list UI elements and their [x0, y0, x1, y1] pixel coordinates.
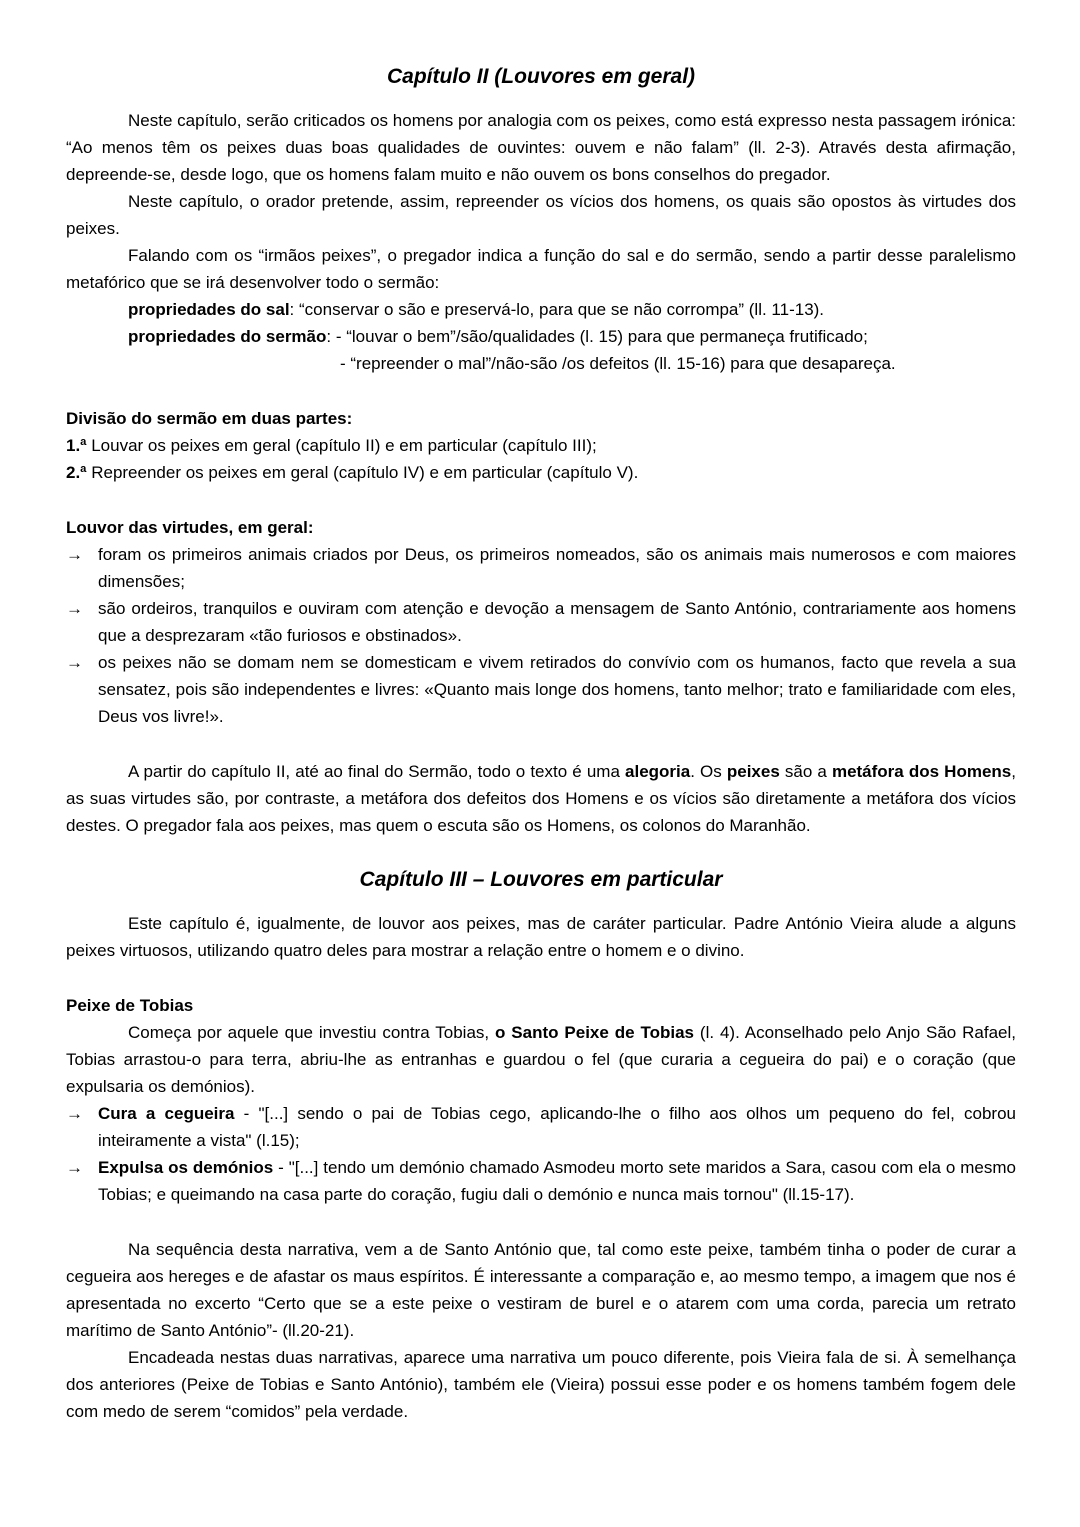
division-heading: Divisão do sermão em duas partes: [66, 409, 353, 428]
ch3-paragraph-3: Encadeada nestas duas narrativas, aparece uma narrativa um pouco diferente, pois Vieira fala de si. À semelhança dos anteriores (Peixe de Tobias e Santo António), também ele (Vieira) possui esse poder e os homens também fogem dele com medo de serem “comidos” pela verdade. [66, 1348, 1016, 1421]
virtue-list-item-1 [66, 541, 1016, 595]
tobias-point-cure [66, 1100, 1016, 1154]
arrow-icon: → [66, 653, 83, 672]
arrow-icon: → [66, 599, 83, 618]
salt-properties-line: propriedades do sal: “conservar o são e preservá-lo, para que se não corrompa” (ll. 11-13). [128, 300, 825, 319]
virtue-text-1: foram os primeiros animais criados por Deus, os primeiros nomeados, são os animais mais numerosos e com maiores dimensões; [98, 545, 1016, 591]
ch2-paragraph-1: Neste capítulo, serão criticados os homens por analogia com os peixes, como está expresso nesta passagem irónica: “Ao menos têm os peixes duas boas qualidades de ouvintes: ouvem e não falam” (ll. 2-3). Através desta afirmação, depreende-se, desde logo, que os homens falam muito e não ouvem os bons conselhos do pregador. [66, 111, 1016, 184]
expel-demons-text: Expulsa os demónios - "[...] tendo um demónio chamado Asmodeu morto sete maridos a Sara, casou com ela o mesmo Tobias; e queimando na casa parte do coração, fugiu dali o demónio e nunca mais tornou" (ll.15-17). [98, 1158, 1017, 1204]
virtue-text-2: são ordeiros, tranquilos e ouviram com atenção e devoção a mensagem de Santo António, contrariamente aos homens que a desprezaram «tão furiosos e obstinados». [98, 599, 1016, 645]
ch2-paragraph-3: Falando com os “irmãos peixes”, o pregador indica a função do sal e do sermão, sendo a partir desse paralelismo metafórico que se irá desenvolver todo o sermão: [66, 246, 1016, 292]
sermon-properties-line-2: - “repreender o mal”/não-são /os defeitos (ll. 15-16) para que desapareça. [340, 354, 896, 373]
ch3-paragraph-1: Este capítulo é, igualmente, de louvor aos peixes, mas de caráter particular. Padre António Vieira alude a alguns peixes virtuosos, utilizando quatro deles para mostrar a relação entre o homem e o divino. [66, 914, 1016, 960]
virtue-text-3: os peixes não se domam nem se domesticam e vivem retirados do convívio com os humanos, facto que revela a sua sensatez, pois são independentes e livres: «Quanto mais longe dos homens, tanto melhor; trato e familiaridade com eles, Deus vos livre!». [98, 653, 1016, 726]
chapter-3-title: Capítulo III – Louvores em particular [359, 868, 723, 891]
ch2-paragraph-2: Neste capítulo, o orador pretende, assim, repreender os vícios dos homens, os quais são opostos às virtudes dos peixes. [66, 192, 1016, 238]
tobias-point-demons [66, 1154, 1016, 1208]
virtues-heading: Louvor das virtudes, em geral: [66, 518, 314, 537]
tobias-heading: Peixe de Tobias [66, 996, 194, 1015]
division-item-2: 2.ª Repreender os peixes em geral (capítulo IV) e em particular (capítulo V). [66, 463, 639, 482]
division-item-1: 1.ª Louvar os peixes em geral (capítulo II) e em particular (capítulo III); [66, 436, 597, 455]
cure-blindness-text: Cura a cegueira - "[...] sendo o pai de Tobias cego, aplicando-lhe o filho aos olhos um pequeno do fel, cobrou inteiramente a vista" (l.15); [98, 1104, 1016, 1150]
ch3-paragraph-2: Na sequência desta narrativa, vem a de Santo António que, tal como este peixe, também tinha o poder de curar a cegueira aos hereges e de afastar os maus espíritos. É interessante a comparação e, ao mesmo tempo, a imagem que nos é apresentada no excerto “Certo que se a este peixe o vestiram de burel e o atarem com uma corda, parecia um retrato marítimo de Santo António”- (ll.20-21). [66, 1240, 1016, 1340]
arrow-icon: → [66, 1104, 83, 1123]
arrow-icon: → [66, 545, 83, 564]
arrow-icon: → [66, 1158, 83, 1177]
virtue-list-item-3 [66, 649, 1016, 730]
chapter-2-title: Capítulo II (Louvores em geral) [386, 65, 696, 88]
allegory-paragraph: A partir do capítulo II, até ao final do Sermão, todo o texto é uma alegoria. Os peixes são a metáfora dos Homens, as suas virtudes são, por contraste, a metáfora dos defeitos dos Homens e os vícios são diretamente a metáfora dos vícios destes. O pregador fala aos peixes, mas quem o escuta são os Homens, os colonos do Maranhão. [66, 762, 1016, 835]
virtue-list-item-2 [66, 595, 1016, 649]
sermon-properties-line: propriedades do sermão: - “louvar o bem”/são/qualidades (l. 15) para que permaneça frutificado; [128, 327, 868, 346]
tobias-paragraph: Começa por aquele que investiu contra Tobias, o Santo Peixe de Tobias (l. 4). Aconselhado pelo Anjo São Rafael, Tobias arrastou-o para terra, abriu-lhe as entranhas e guardou o fel (que curaria a cegueira do pai) e o coração (que expulsaria os demónios). [66, 1023, 1016, 1096]
